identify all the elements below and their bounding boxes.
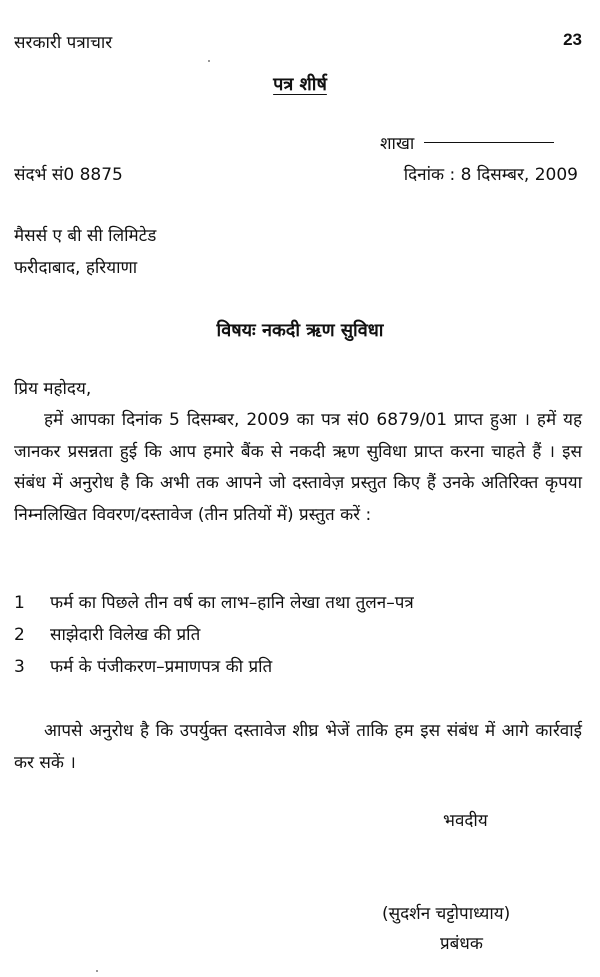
running-header: सरकारी पत्राचार — [14, 33, 113, 53]
body-paragraph-text: हमें आपका दिनांक 5 दिसम्बर, 2009 का पत्र सं0 6879/01 प्राप्त हुआ । हमें यह जानकर प्रसन्नता हुई कि आप हमारे बैंक से नकदी ऋण सुविधा प्राप्त करना चाहते हैं । इस संबंध में अनुरोध है कि अभी तक आपने जो दस्तावेज़ प्रस्तुत किए हैं उनके अतिरिक्त कृपया निम्नलिखित विवरण/दस्तावेज (तीन प्रतियों में) प्रस्तुत करें : — [14, 410, 582, 525]
list-item-text: फर्म का पिछले तीन वर्ष का लाभ–हानि लेखा तथा तुलन–पत्र — [50, 593, 414, 613]
page-number: 23 — [563, 30, 582, 49]
letter-heading-text: पत्र शीर्ष — [273, 74, 327, 95]
complimentary-close: भवदीय — [443, 811, 488, 831]
scan-speck — [96, 970, 98, 972]
salutation: प्रिय महोदय, — [14, 379, 92, 399]
branch-blank-line — [424, 142, 554, 143]
list-item-number: 3 — [14, 657, 25, 677]
list-item — [14, 624, 584, 656]
recipient-address: फरीदाबाद, हरियाणा — [14, 258, 138, 278]
list-item-number: 2 — [14, 625, 25, 645]
requirements-list — [14, 592, 584, 688]
signatory-name: (सुदर्शन चट्टोपाध्याय) — [382, 904, 511, 924]
list-item — [14, 656, 584, 688]
list-item-text: फर्म के पंजीकरण–प्रमाणपत्र की प्रति — [50, 657, 273, 677]
list-item — [14, 592, 584, 624]
list-item-text: साझेदारी विलेख की प्रति — [50, 625, 201, 645]
letter-heading — [0, 72, 600, 96]
scan-speck — [208, 60, 210, 62]
branch-field — [380, 133, 554, 155]
branch-label: शाखा — [380, 134, 415, 154]
letter-date: दिनांक : 8 दिसम्बर, 2009 — [403, 165, 578, 185]
letter-subject: विषयः नकदी ऋण सुविधा — [216, 320, 384, 341]
list-item-number: 1 — [14, 593, 25, 613]
signatory-designation: प्रबंधक — [440, 934, 483, 954]
recipient-name: मैसर्स ए बी सी लिमिटेड — [14, 226, 157, 246]
body-paragraph — [14, 405, 582, 531]
closing-paragraph-text: आपसे अनुरोध है कि उपर्युक्त दस्तावेज शीघ्र भेजें ताकि हम इस संबंध में आगे कार्रवाई कर सकें । — [14, 721, 582, 773]
reference-number: संदर्भ सं0 8875 — [14, 165, 123, 185]
closing-paragraph — [14, 715, 582, 779]
